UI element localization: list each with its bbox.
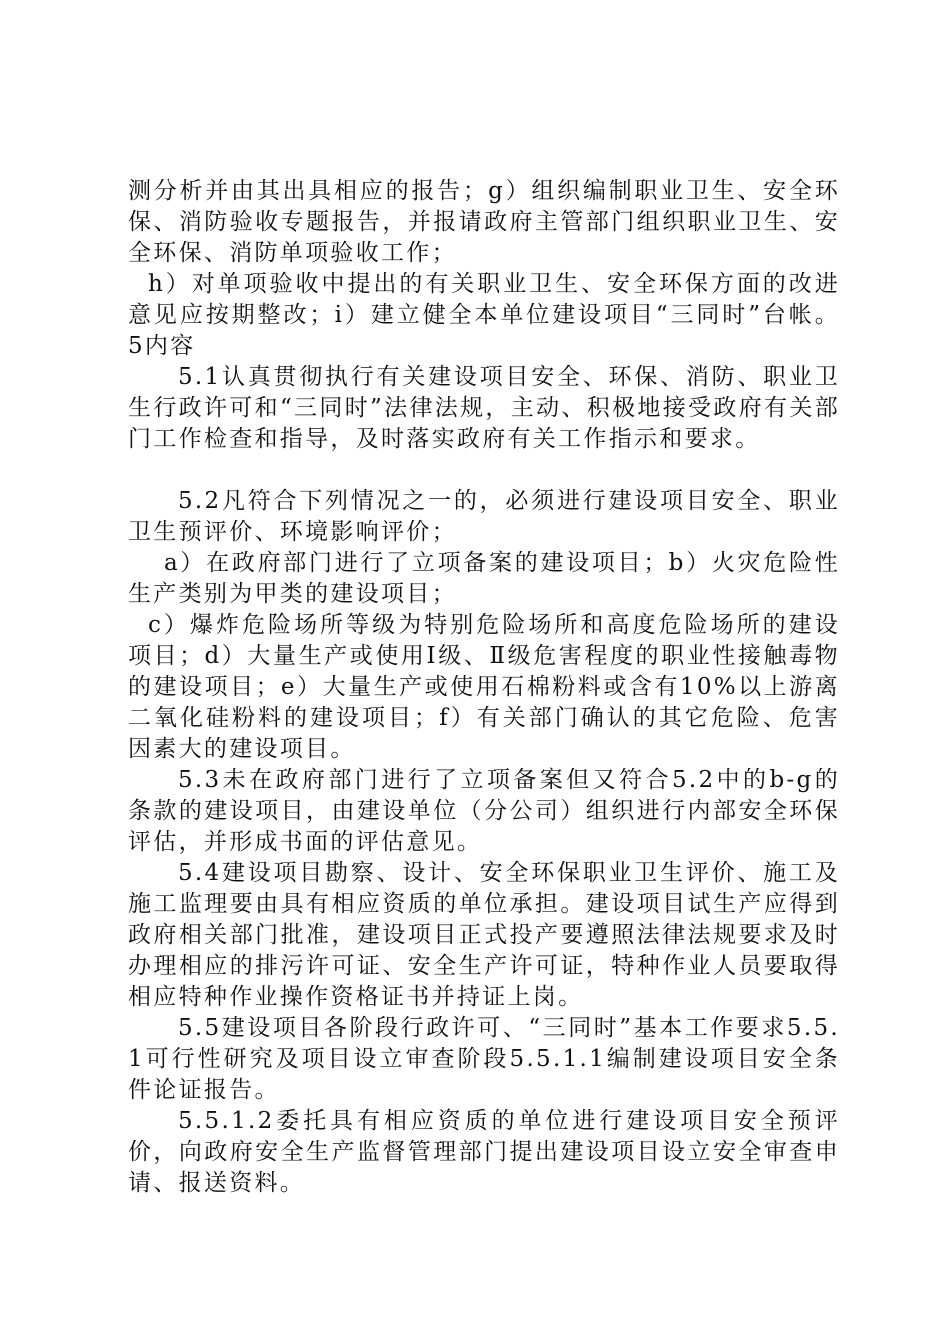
paragraph-5-2-c-f: c）爆炸危险场所等级为特别危险场所和高度危险场所的建设项目；d）大量生产或使用Ⅰ级、Ⅱ级危害程度的职业性接触毒物的建设项目；e）大量生产或使用石棉粉料或含有10%以上游离二氧化硅粉料的建设项目；f）有关部门确认的其它危险、危害因素大的建设项目。	[128, 612, 840, 762]
paragraph-5-3: 5.3未在政府部门进行了立项备案但又符合5.2中的b-g的条款的建设项目，由建设单位（分公司）组织进行内部安全环保评估，并形成书面的评估意见。	[128, 767, 840, 855]
document-body	[128, 176, 840, 1199]
paragraph-g-acceptance-reports: 测分析并由其出具相应的报告；g）组织编制职业卫生、安全环保、消防验收专题报告，并报请政府主管部门组织职业卫生、安全环保、消防单项验收工作；	[128, 178, 840, 266]
paragraph-5-2-a-b: a）在政府部门进行了立项备案的建设项目；b）火灾危险性生产类别为甲类的建设项目；	[128, 550, 840, 607]
paragraph-5-2: 5.2凡符合下列情况之一的，必须进行建设项目安全、职业卫生预评价、环境影响评价；	[128, 488, 840, 545]
paragraph-5-4: 5.4建设项目勘察、设计、安全环保职业卫生评价、施工及施工监理要由具有相应资质的单位承担。建设项目试生产应得到政府相关部门批准，建设项目正式投产要遵照法律法规要求及时办理相应的排污许可证、安全生产许可证，特种作业人员要取得相应特种作业操作资格证书并持证上岗。	[128, 860, 840, 1010]
paragraph-5-5: 5.5建设项目各阶段行政许可、“三同时”基本工作要求5.5.1可行性研究及项目设立审查阶段5.5.1.1编制建设项目安全条件论证报告。	[128, 1015, 840, 1103]
paragraph-h-i-rectification: h）对单项验收中提出的有关职业卫生、安全环保方面的改进意见应按期整改；i）建立健全本单位建设项目“三同时”台帐。5内容	[128, 271, 840, 359]
paragraph-5-1: 5.1认真贯彻执行有关建设项目安全、环保、消防、职业卫生行政许可和“三同时”法律法规，主动、积极地接受政府有关部门工作检查和指导，及时落实政府有关工作指示和要求。	[128, 364, 840, 452]
paragraph-5-5-1-2: 5.5.1.2委托具有相应资质的单位进行建设项目安全预评价，向政府安全生产监督管理部门提出建设项目设立安全审查申请、报送资料。	[128, 1108, 840, 1196]
